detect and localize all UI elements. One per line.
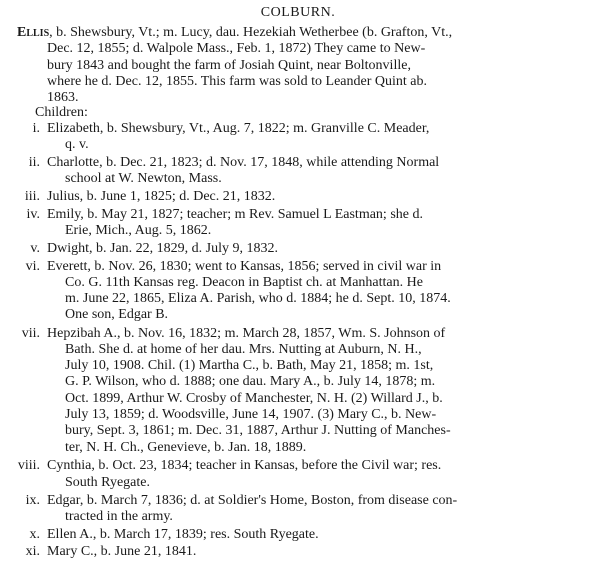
child-line: m. June 22, 1865, Eliza A. Parish, who d. 1884; he d. Sept. 10, 1874. xyxy=(65,291,451,307)
children-label: Children: xyxy=(35,105,88,120)
page-title: COLBURN. xyxy=(260,5,336,20)
child-text xyxy=(47,527,592,543)
child-line: Hepzibah A., b. Nov. 16, 1832; m. March 28, 1857, Wm. S. Johnson of xyxy=(47,325,446,341)
child-number: viii. xyxy=(17,458,40,474)
intro-line: , b. Shewsbury, Vt.; m. Lucy, dau. Hezekiah Wetherbee (b. Grafton, Vt., xyxy=(49,25,453,40)
child-line: Everett, b. Nov. 26, 1830; went to Kansas, 1856; served in civil war in xyxy=(47,258,442,274)
child-number: ix. xyxy=(25,492,40,508)
child-line: Cynthia, b. Oct. 23, 1834; teacher in Kansas, before the Civil war; res. xyxy=(47,458,442,474)
child-text xyxy=(47,121,592,154)
intro-line: Dec. 12, 1855; d. Walpole Mass., Feb. 1, 1872) They came to New- xyxy=(47,41,426,57)
child-line: q. v. xyxy=(65,137,89,153)
child-line: bury, Sept. 3, 1861; m. Dec. 31, 1887, Arthur J. Nutting of Manches- xyxy=(65,423,451,439)
child-line: July 10, 1908. Chil. (1) Martha C., b. Bath, May 21, 1858; m. 1st, xyxy=(65,358,434,374)
child-line: South Ryegate. xyxy=(65,474,150,490)
child-line: Erie, Mich., Aug. 5, 1862. xyxy=(65,223,212,239)
child-line: Co. G. 11th Kansas reg. Deacon in Baptist ch. at Manhattan. He xyxy=(65,274,423,290)
child-line: Oct. 1899, Arthur W. Crosby of Manchester, N. H. (2) Willard J., b. xyxy=(65,390,443,406)
child-line: Emily, b. May 21, 1827; teacher; m Rev. Samuel L Eastman; she d. xyxy=(47,206,423,222)
child-line: Charlotte, b. Dec. 21, 1823; d. Nov. 17, 1848, while attending Normal xyxy=(47,155,440,171)
child-line: school at W. Newton, Mass. xyxy=(65,171,222,187)
child-text xyxy=(47,155,592,188)
child-line: ter, N. H. Ch., Genevieve, b. Jan. 18, 1889. xyxy=(65,439,307,455)
child-line: Elizabeth, b. Shewsbury, Vt., Aug. 7, 1822; m. Granville C. Meader, xyxy=(47,121,430,136)
child-line: G. P. Wilson, who d. 1888; one dau. Mary A., b. July 14, 1878; m. xyxy=(65,374,436,390)
child-line: tracted in the army. xyxy=(65,508,173,524)
child-text xyxy=(47,326,592,456)
child-text xyxy=(47,259,592,324)
child-number: x. xyxy=(29,526,40,542)
child-line: July 13, 1859; d. Woodsville, June 14, 1907. (3) Mary C., b. New- xyxy=(65,407,437,423)
child-text xyxy=(47,189,592,205)
child-number: ii. xyxy=(28,155,40,171)
child-line: Edgar, b. March 7, 1836; d. at Soldier's Home, Boston, from disease con- xyxy=(47,492,458,508)
child-line: Julius, b. June 1, 1825; d. Dec. 21, 1832. xyxy=(47,189,276,205)
child-text xyxy=(47,458,592,491)
child-line: Ellen A., b. March 17, 1839; res. South Ryegate. xyxy=(47,526,319,542)
intro-line: where he d. Dec. 12, 1855. This farm was sold to Leander Quint ab. xyxy=(47,73,427,89)
child-text xyxy=(47,241,592,257)
child-line: Mary C., b. June 21, 1841. xyxy=(47,544,197,560)
child-number: vi. xyxy=(25,258,40,274)
child-number: iii. xyxy=(24,189,40,205)
child-number: v. xyxy=(30,240,40,256)
child-line: Bath. She d. at home of her dau. Mrs. Nutting at Auburn, N. H., xyxy=(65,341,422,357)
child-number: xi. xyxy=(25,544,40,560)
child-text xyxy=(47,207,592,240)
child-number: vii. xyxy=(21,325,40,341)
child-text xyxy=(47,544,592,560)
child-number: i. xyxy=(32,121,40,136)
child-number: iv. xyxy=(26,206,40,222)
child-line: One son, Edgar B. xyxy=(65,307,169,323)
intro-paragraph xyxy=(17,25,587,106)
intro-line: bury 1843 and bought the farm of Josiah Quint, near Boltonville, xyxy=(47,57,411,73)
child-line: Dwight, b. Jan. 22, 1829, d. July 9, 1832. xyxy=(47,240,278,256)
intro-line: 1863. xyxy=(47,90,79,106)
intro-name: Ellis xyxy=(17,25,50,40)
child-text xyxy=(47,493,592,526)
